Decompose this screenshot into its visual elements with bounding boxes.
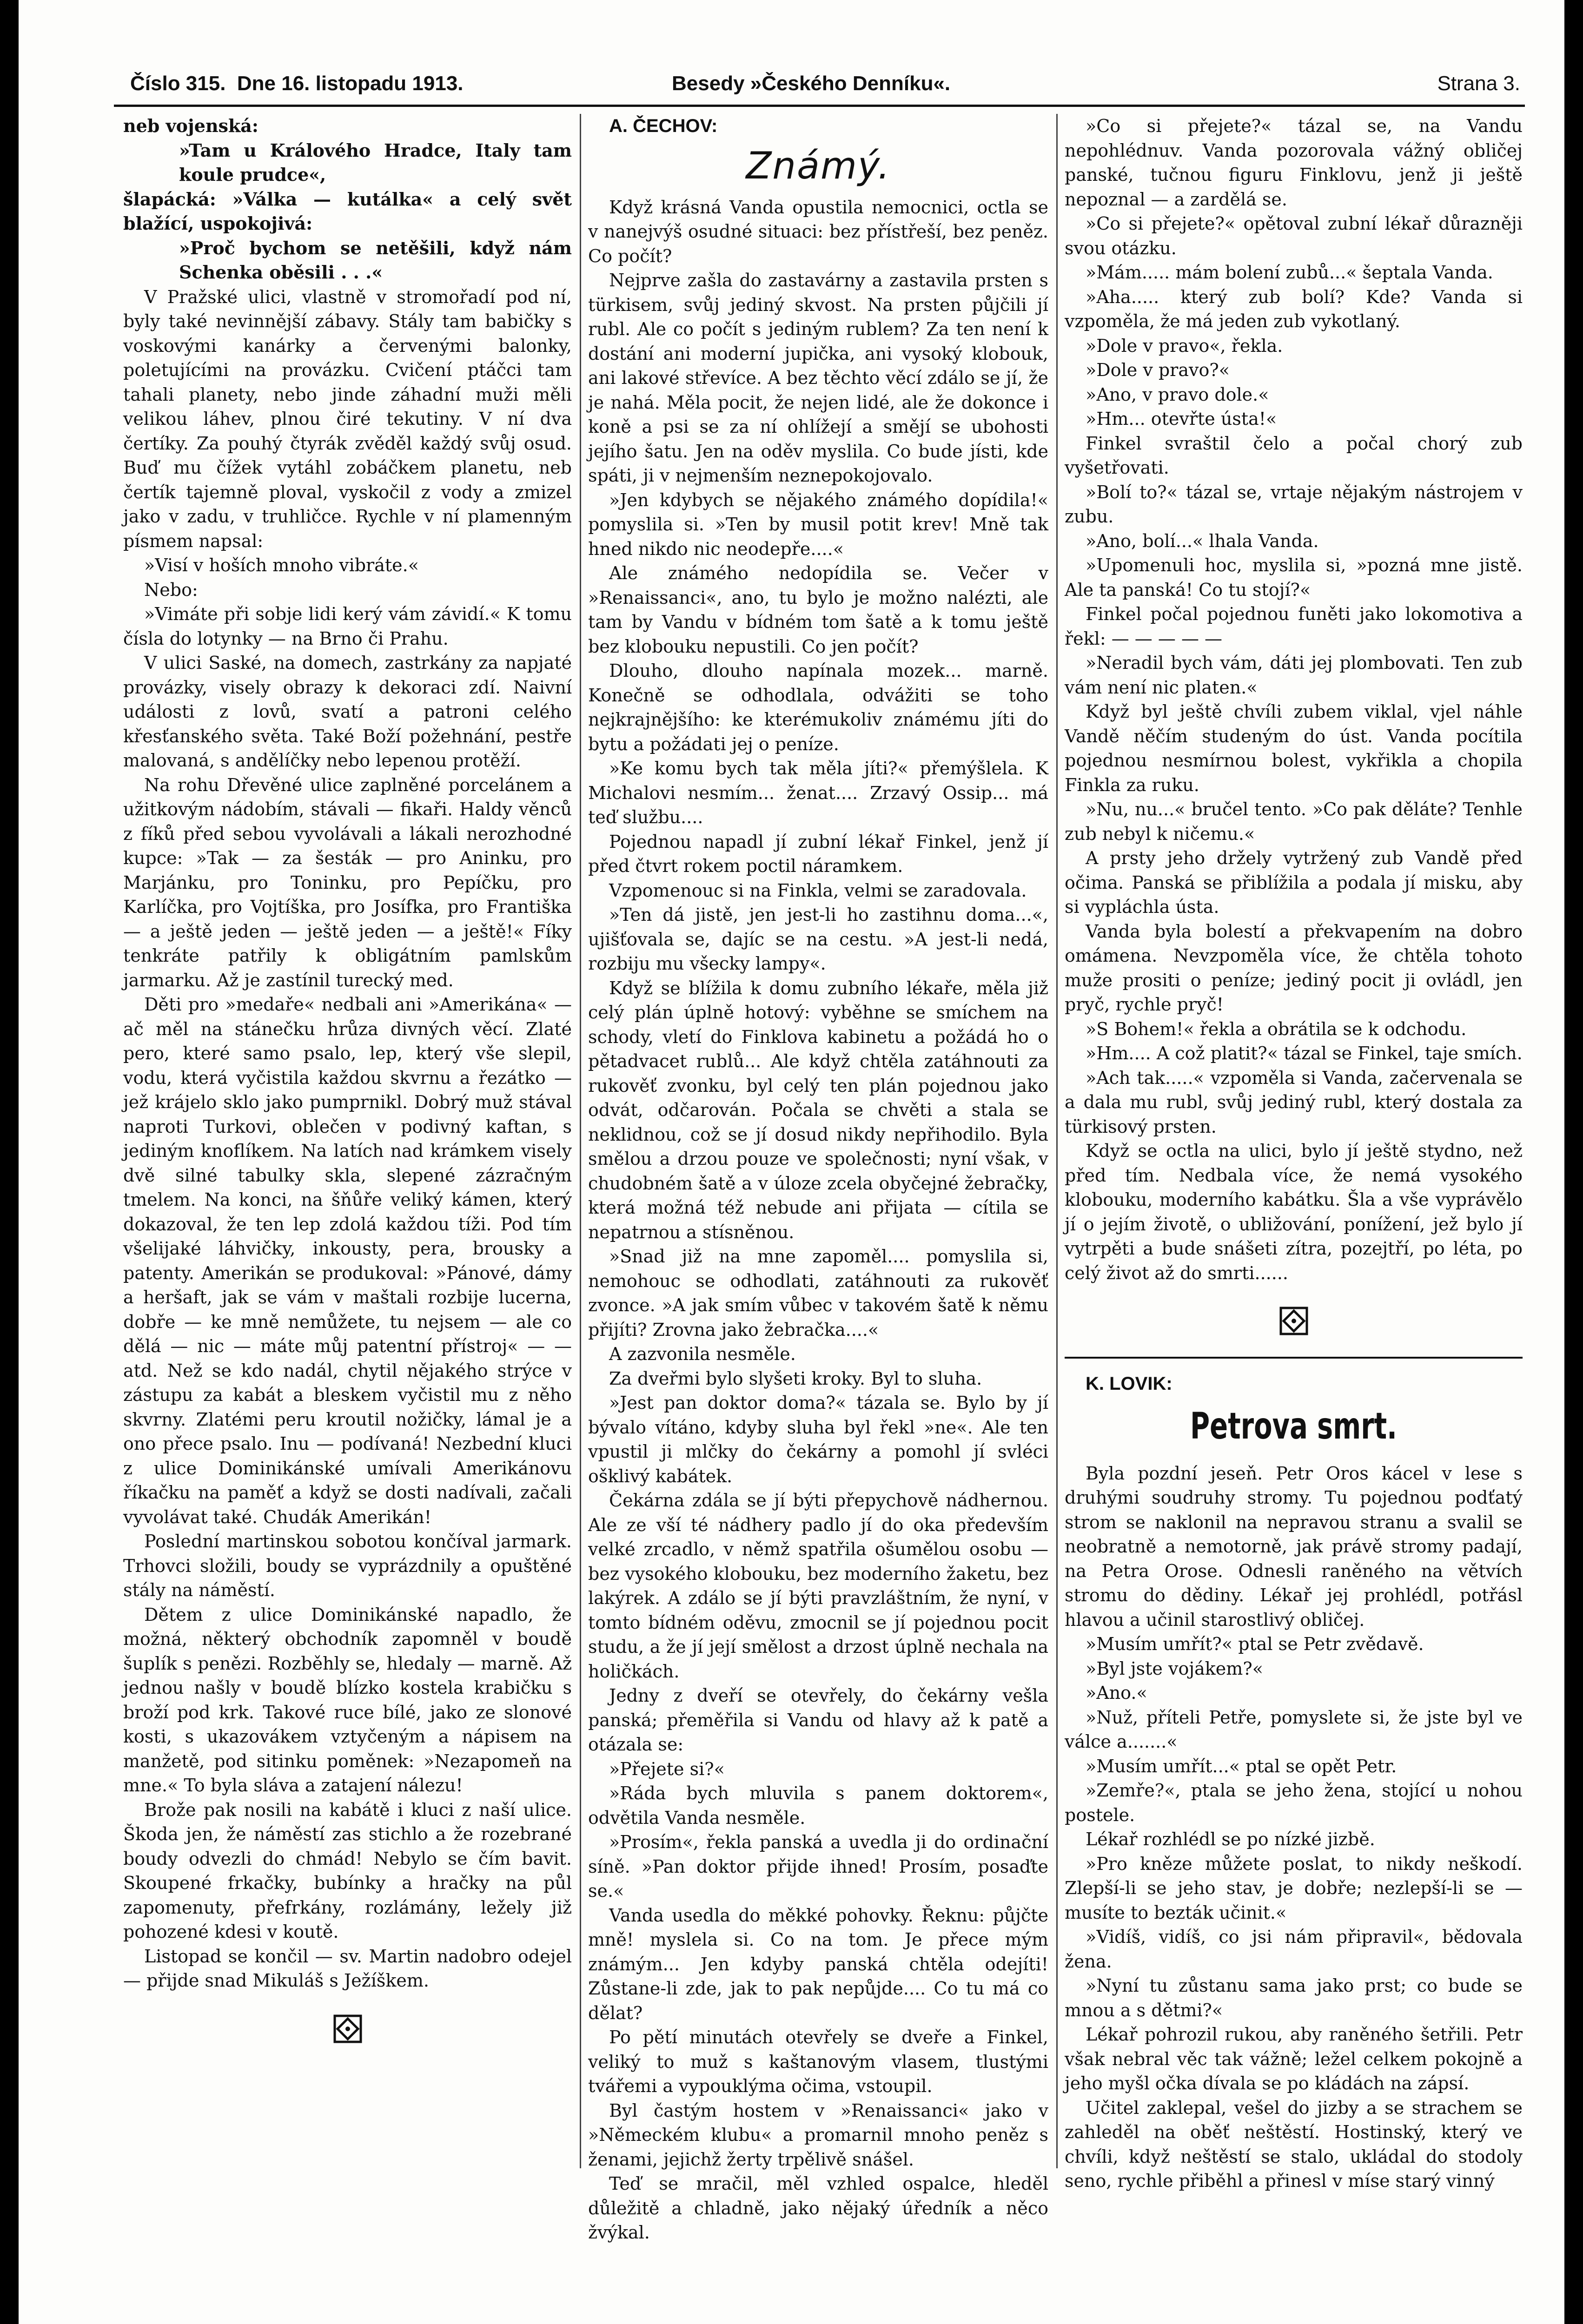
paragraph: »Aha..... který zub bolí? Kde? Vanda si vzpoměla, že má jeden zub vykotlaný. [1065,286,1523,331]
paragraph: Listopad se končil — sv. Martin nadobro odejel — přijde snad Mikuláš s Ježíškem. [123,1946,572,1991]
ornament-icon [1279,1306,1309,1336]
column-1 [123,114,572,2168]
column-3 [1065,114,1523,2191]
paragraph: »Nu, nu...« bručel tento. »Co pak děláte? Tenhle zub nebyl k ničemu.« [1065,799,1523,844]
paragraph: Když se blížila k domu zubního lékaře, měla již celý plán úplně hotový: vyběhne se smíchem na schody, vletí do Finklova kabinetu a požádá ho o pětadvacet rublů... Ale když chtěla zatáhnouti za rukověť zvonku, byl celý ten plán pojednou jako odvát, odčarován. Počala se chvěti a stala se neklidnou, což se jí dosud nikdy nepřihodilo. Byla smělou a drzou pouze ve společnosti; nyní však, v chudobném šatě a v úloze zcela obyčejné žebračky, která možná též nebude ani přijata — cítila se nepatrnou a stísněnou. [588,977,1048,1242]
paragraph: Jedny z dveří se otevřely, do čekárny vešla panská; přeměřila si Vandu od hlavy až k patě a otázala se: [588,1685,1048,1755]
story-title: Známý. [746,144,891,187]
paragraph: Brože pak nosili na kabátě i kluci z naší ulice. Škoda jen, že náměstí zas stichlo a že rozebrané boudy odvezli do chmád! Nebylo se čím bavit. Skoupené frkačky, bubínky a hračky na půl zapomenuty, přefrkány, rozlámány, ležely již pohozené kdesi v koutě. [123,1799,572,1942]
paragraph: Pojednou napadl jí zubní lékař Finkel, jenž jí před čtvrt rokem poctil náramkem. [588,831,1048,876]
section-ornament [123,2014,572,2044]
paragraph: »Upomenuli hoc, myslila si, »pozná mne jistě. Ale ta panská! Co tu stojí?« [1065,555,1523,600]
paragraph: Čekárna zdála se jí býti přepychově nádhernou. Ale ze vší té nádhery padlo jí do oka především velké zrcadlo, v němž spatřila ošumělou osobu — bez vysokého klobouku, bez moderního žaketu, bez lakýrek. A zdálo se jí býti pravzláštním, že nyní, v tomto bídném oděvu, zmocnil se jí pojednou pocit studu, a že jí její smělost a drzost úplně nechala na holičkách. [588,1490,1048,1682]
paragraph: »Visí v hoších mnoho vibráte.« [144,555,419,575]
paragraph: Byl častým hostem v »Renaissanci« jako v »Německém klubu« a promarnil mnoho peněz s ženami, jejichž žerty trpělivě snášel. [588,2100,1048,2170]
paragraph: »Nuž, příteli Petře, pomyslete si, že jste byl ve válce a.......« [1065,1707,1523,1752]
paragraph: Nejprve zašla do zastavárny a zastavila prsten s türkisem, svůj jediný skvost. Na prsten půjčili jí rubl. Ale co počít s jediným rublem? Za ten není k dostání ani moderní jupička, ani vysoký klobouk, ani lakové střevíce. A bez těchto věcí zdálo se jí, že je nahá. Měla pocit, že nejen lidé, ale že dokonce i koně a psi se za ní ohlížejí a smějí se ubohosti jejího šatu. Jen na oděv myslila. Co bude jísti, kde spáti, ji v nejmenším neznepokojovalo. [588,270,1048,486]
paragraph: »Ano.« [1086,1683,1147,1703]
paragraph: Když krásná Vanda opustila nemocnici, octla se v nanejvýš osudné situaci: bez přístřeší, bez peněz. Co počít? [588,197,1048,266]
paragraph: »Musím umřít...« ptal se opět Petr. [1086,1756,1397,1776]
paragraph: »Pro kněze můžete poslat, to nikdy neškodí. Zlepší-li se jeho stav, je dobře; nezlepší-li se — musíte to bezták učinit.« [1065,1853,1523,1923]
paragraph: »Vimáte při sobje lidi kerý vám závidí.« K tomu čísla do lotynky — na Brno či Prahu. [123,604,572,649]
paragraph: »Přejete si?« [609,1758,725,1779]
paragraph: Na rohu Dřevěné ulice zaplněné porcelánem a užitkovým nádobím, stávali — fikaři. Haldy věnců z fíků před sebou vyvolávali a lákali nerozhodné kupce: »Tak — za šesták — pro Aninku, pro Marjánku, pro Toninku, pro Pepíčku, pro Karlíčka, pro Vojtíška, pro Josífka, pro Františka — a ještě jeden — ještě jeden — a ještě!« Fíky tenkráte patřily k obligátním pamlskům jarmarku. Až je zastínil turecký med. [123,774,572,990]
scan-border-left [0,0,19,2324]
paragraph: »Ten dá jistě, jen jest-li ho zastihnu doma...«, ujišťovala se, dajíc se na cestu. »A jest-li nedá, rozbiju mu všecky lampy«. [588,905,1048,974]
paragraph: »Musím umřít?« ptal se Petr zvědavě. [1086,1634,1424,1654]
paragraph: »Bolí to?« tázal se, vrtaje nějakým nástrojem v zubu. [1065,482,1523,527]
paragraph: Děti pro »medaře« nedbali ani »Amerikána« — ač měl na stánečku hrůza divných věcí. Zlaté pero, které samo psalo, lep, který vše slepil, vodu, která vyčistila každou skvrnu a řezátko — jež krájelo sklo jako pumprnikl. Dobrý muž stával naproti Turkovi, oblečen v podivný kaftan, s jediným knoflíkem. Na latích nad krámkem visely dvě silné tabulky skla, slepené zázračným tmelem. Na konci, na šňůře veliký kámen, který dokazoval, že ten lep zdolá každou tíži. Pod tím všelijaké láhvičky, inkousty, pera, brousky a patenty. Amerikán se produkoval: »Pánové, dámy a heršaft, jak se vám v maštali rozbije lucerna, dobře — ke mně nemůžete, tu nejsem — ale co dělá — nic — máte můj patentní přístroj« — — atd. Než se kdo nadál, chytil nějakého strýce v zástupu za kabát a bleskem vyčistil mu z něho skvrny. Zlatémi peru kroutil nožičky, lámal je a ono přece psalo. Inu — podívaná! Nezbední kluci z ulice Dominikánské umívali Amerikánovu říkačku na paměť a když se dosti nadívali, začali vyvolávat také. Chudák Amerikán! [123,994,572,1527]
paragraph: »Neradil bych vám, dáti jej plombovati. Ten zub vám není nic platen.« [1065,653,1523,698]
paragraph: Když se octla na ulici, bylo jí ještě stydno, než před tím. Nedbala více, že nemá vysokého klobouku, moderního kabátku. Šla a vše vyprávělo jí o jejím životě, o ubližování, ponížení, jež bylo jí vytrpěti a bude snášeti zítra, pozejtří, po léta, po celý život až do smrti...... [1065,1141,1523,1283]
paragraph: Lékař pohrozil rukou, aby raněného šetřili. Petr však nebral věc tak vážně; ležel celkem pokojně a jeho myšl očka dívala se po kládách na zápsí. [1065,2024,1523,2093]
paragraph: Poslední martinskou sobotou končíval jarmark. Trhovci složili, boudy se vyprázdnily a opuštěné stály na náměstí. [123,1531,572,1600]
verse: »Tam u Králového Hradce, Italy tam koule prudce«, [179,139,572,185]
column-divider [1056,114,1058,2168]
paragraph: »Prosím«, řekla panská a uvedla ji do ordinační síně. »Pan doktor přijde ihned! Prosím, posaďte se.« [588,1832,1048,1901]
paragraph: »Byl jste vojákem?« [1086,1658,1263,1679]
header-page-number: Strana 3. [1437,72,1520,95]
column-divider [580,114,581,2168]
paragraph: Za dveřmi bylo slyšeti kroky. Byl to sluha. [609,1368,982,1389]
paragraph: Po pětí minutách otevřely se dveře a Finkel, veliký to muž s kaštanovým vlasem, tlustými tvářemi a vypouklýma očima, vstoupil. [588,2027,1048,2096]
section-divider [1065,1357,1523,1359]
paragraph: »Ach tak.....« vzpoměla si Vanda, začervenala se a dala mu rubl, svůj jediný rubl, který dostala za türkisový prsten. [1065,1067,1523,1137]
paragraph: »Vidíš, vidíš, co jsi nám připravil«, bědovala žena. [1065,1927,1523,1972]
story-title: Petrova smrt. [1190,1405,1397,1447]
header-issue-date [130,72,464,95]
paragraph: »Dole v pravo?« [1086,360,1230,380]
paragraph: »Jest pan doktor doma?« tázala se. Bylo by jí bývalo vítáno, kdyby sluha byl řekl »ne«. Ale ten vpustil ji mlčky do čekárny a pomohl jí svléci ošklivý kabátek. [588,1393,1048,1486]
paragraph: »Ano, v pravo dole.« [1086,384,1269,405]
paragraph: V Pražské ulici, vlastně v stromořadí pod ní, byly také nevinnější zábavy. Stály tam babičky s voskovými kanárky a červenými balonky, poletujícími na provázku. Cvičení ptáčci tam tahali planety, nebo jinde záhadní muži měli velikou láhev, plnou čiré tekutiny. V ní dva čertíky. Za pouhý čtyrák zvěděl každý svůj osud. Buď mu čížek vytáhl zobáčkem planetu, neb čertík tajemně ploval, vyskočil z vody a zmizel jako v zadu, v truhličce. Rychle v ní plamenným písmem napsal: [123,286,572,551]
column-2 [588,114,1048,2243]
paragraph: »Dole v pravo«, řekla. [1086,335,1283,356]
paragraph: »S Bohem!« řekla a obrátila se k odchodu. [1086,1018,1467,1039]
author-byline: A. ČECHOV: [609,116,718,136]
paragraph: neb vojenská: [123,115,258,136]
paragraph: »Co si přejete?« opětoval zubní lékař důrazněji svou otázku. [1065,213,1523,258]
paragraph: Dětem z ulice Dominikánské napadlo, že možná, některý obchodník zapomněl v boudě šuplík s penězi. Rozběhly se, hledaly — marně. Až jednou našly v boudě blízko kostela krabičku s broží pod krk. Takové ruce bílé, jako ze slonové kosti, s ukazovákem vztyčeným a nápisem na manžetě, pod sitinku poměnek: »Nezapomeň na mne.« To byla sláva a zatajení nálezu! [123,1604,572,1796]
paragraph: Vanda byla bolestí a překvapením na dobro omámena. Nevzpoměla více, že chtěla tohoto muže prositi o peníze; jediný pocit ji ovládl, jen pryč, rychle pryč! [1065,921,1523,1015]
paragraph: Když byl ještě chvíli zubem viklal, vjel náhle Vandě něčím studeným do úst. Vanda pocítila pojednou nesmírnou bolest, vykřikla a chopila Finkla za ruku. [1065,701,1523,795]
section-ornament [1065,1306,1523,1336]
paragraph: »Nyní tu zůstanu sama jako prst; co bude se mnou a s dětmi?« [1065,1975,1523,2020]
page-header [114,67,1525,107]
paragraph: Vzpomenouc si na Finkla, velmi se zaradovala. [609,880,1027,901]
paragraph: »Ke komu bych tak měla jíti?« přemýšlela. K Michalovi nesmím... ženat.... Zrzavý Ossip... má teď službu.... [588,758,1048,827]
paragraph: Byla pozdní jeseň. Petr Oros kácel v lese s druhými soudruhy stromy. Tu pojednou podťatý strom se naklonil na nepravou stranu a svalil se neobratně a nemotorně, jak právě stromy padají, na Petra Orose. Odnesli raněného na větvích stromu do dědiny. Lékař jej prohlédl, potřásl hlavou a učinil starostlivý obličej. [1065,1463,1523,1630]
paragraph: Lékař rozhlédl se po nízké jizbě. [1086,1829,1375,1849]
header-supplement: Besedy »Českého Denníku«. [672,72,951,95]
paragraph: »Co si přejete?« tázal se, na Vandu nepohlédnuv. Vanda pozorovala vážný obličej panské, tučnou figuru Finklovu, jenž ji ještě nepoznal — a zardělá se. [1065,116,1523,210]
paragraph: šlapácká: »Válka — kutálka« a celý svět blažící, uspokojivá: [123,188,572,234]
paragraph: A zazvonila nesměle. [609,1344,796,1364]
paragraph: »Ráda bych mluvila s panem doktorem«, odvětila Vanda nesměle. [588,1783,1048,1828]
paragraph: Finkel počal pojednou funěti jako lokomotiva a řekl: — — — — — [1065,604,1523,649]
paragraph: A prsty jeho držely vytržený zub Vandě před očima. Panská se přiblížila a podala jí misku, aby si vypláchla ústa. [1065,848,1523,917]
author-byline: K. LOVIK: [1086,1373,1172,1394]
paragraph: »Ano, bolí...« lhala Vanda. [1086,530,1319,551]
issue-number: Číslo 315. [130,72,226,95]
paragraph: Teď se mračil, měl vzhled ospalce, hleděl důležitě a chladně, jako nějaký úředník a něco žvýkal. [588,2173,1048,2243]
paragraph: V ulici Saské, na domech, zastrkány za napjaté provázky, visely obrazy k dekoraci zdí. Naivní události z lovů, svatí a patroni celého křesťanského světa. Také Boží požehnání, pestře malovaná, s andělíčky nebo lepenou protěží. [123,653,572,771]
paragraph: »Snad již na mne zapoměl.... pomyslila si, nemohouc se odhodlati, zatáhnouti za rukověť zvonce. »A jak smím vůbec v takovém šatě k němu přijíti? Zrovna jako žebračka....« [588,1246,1048,1340]
paragraph: »Jen kdybych se nějakého známého dopídila!« pomyslila si. »Ten by musil potit krev! Mně tak hned nikdo nic neodepře....« [588,489,1048,559]
ornament-icon [333,2014,363,2044]
scan-border-right [1564,0,1583,2324]
paragraph: »Zemře?«, ptala se jeho žena, stojící u nohou postele. [1065,1780,1523,1825]
paragraph: Dlouho, dlouho napínala mozek... marně. Konečně se odhodlala, odvážiti se toho nejkrajnějšího: ke kterémukoliv známému jíti do bytu a požádati jej o peníze. [588,660,1048,754]
paragraph: »Mám..... mám bolení zubů...« šeptala Vanda. [1086,262,1493,283]
paragraph: Vanda usedla do měkké pohovky. Řeknu: půjčte mně! myslela si. Co na tom. Je přece mým známým... Jen kdyby panská chtěla odejíti! Zůstane-li zde, jak to pak nepůjde.... Co tu má co dělat? [588,1905,1048,2023]
paragraph: Učitel zaklepal, vešel do jizby a se strachem se zahleděl na oběť neštěstí. Hostinský, který ve chvíli, když neštěstí se stalo, ukládal do stodoly seno, rychle přiběhl a přinesl v míse starý vinný [1065,2097,1523,2191]
paragraph: Ale známého nedopídila se. Večer v »Renaissanci«, ano, tu bylo je možno nalézti, ale tam by Vandu v bídném tom šatě a k tomu ještě bez klobouku nepustili. Co jen počít? [588,563,1048,657]
issue-date: Dne 16. listopadu 1913. [237,72,464,95]
paragraph: Finkel svraštil čelo a počal chorý zub vyšetřovati. [1065,433,1523,478]
paragraph: Nebo: [144,579,198,600]
paragraph: »Hm.... A což platit?« tázal se Finkel, taje smích. [1086,1043,1523,1063]
verse: »Proč bychom se netěšili, když nám Schenka oběsili . . .« [179,237,572,283]
paragraph: »Hm... otevřte ústa!« [1086,409,1277,429]
